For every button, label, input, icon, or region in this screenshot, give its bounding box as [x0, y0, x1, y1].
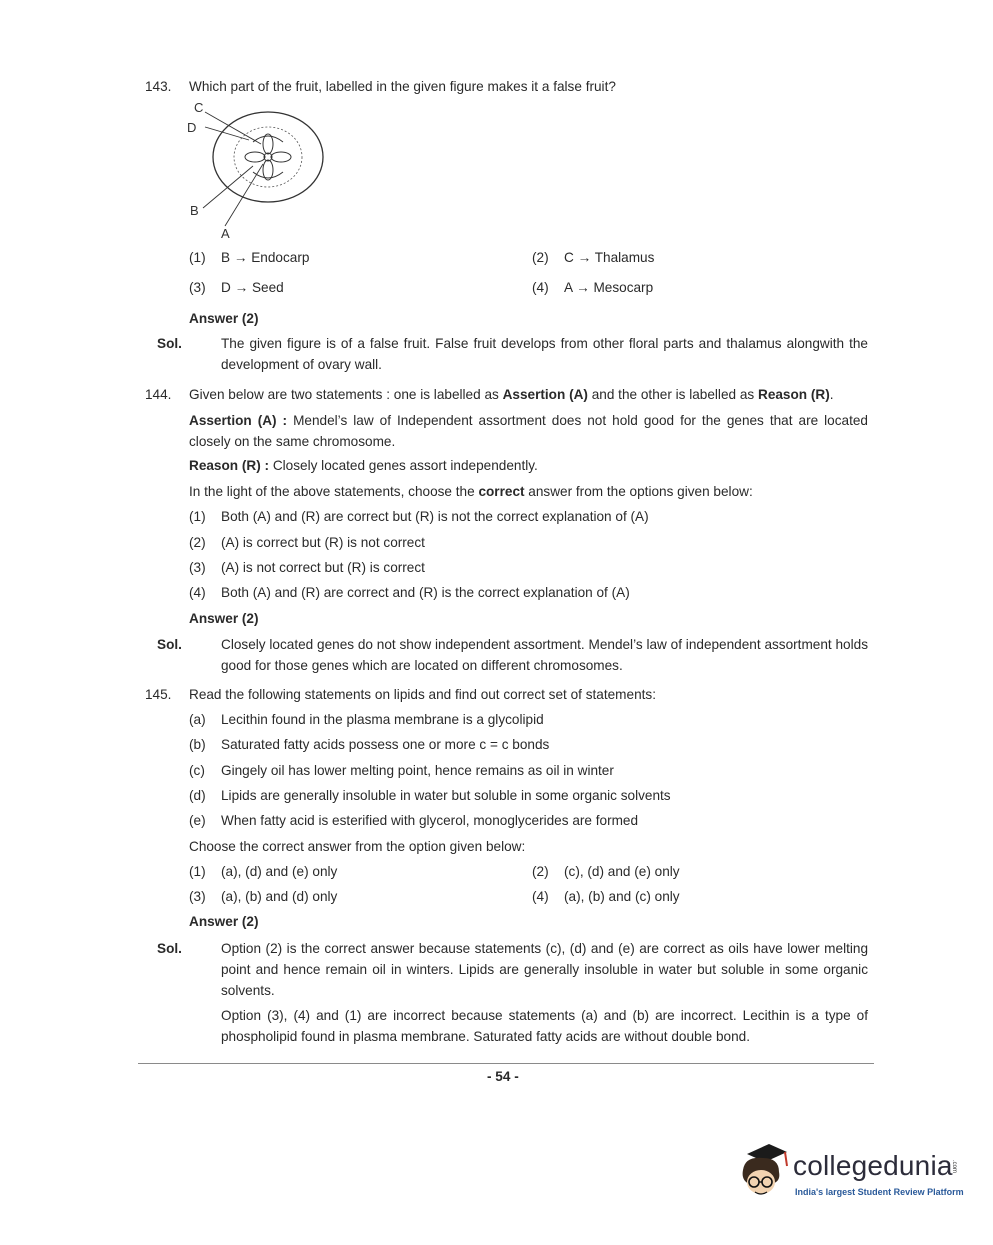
- q143-solution: Sol. The given figure is of a false fruit. False fruit develops from other floral parts and thalamus alongwith the development of ovary wall.: [157, 336, 868, 372]
- q144-option-1: (1) Both (A) and (R) are correct but (R) is not the correct explanation of (A): [189, 509, 649, 524]
- q145-statement-d: (d) Lipids are generally insoluble in water but soluble in some organic solvents: [189, 788, 671, 803]
- q144-answer: Answer (2): [189, 611, 259, 626]
- label-b: B: [190, 203, 199, 218]
- label-c: C: [194, 100, 204, 115]
- q145-solution-continued: Option (3), (4) and (1) are incorrect because statements (a) and (b) are incorrect. Lecithin is a type of phospholipid found in plasma membrane. Saturated fatty acids are without double bond.: [221, 1008, 868, 1044]
- q145-statement-e: (e) When fatty acid is esterified with glycerol, monoglycerides are formed: [189, 813, 639, 828]
- q145-statement-b: (b) Saturated fatty acids possess one or more c = c bonds: [189, 737, 550, 752]
- q144-choose: In the light of the above statements, choose the correct answer from the options given below:: [189, 484, 753, 499]
- q145-text: Read the following statements on lipids and find out correct set of statements:: [189, 687, 656, 702]
- q145-option-1: (1) (a), (d) and (e) only: [189, 864, 338, 879]
- q145-option-4: (4) (a), (b) and (c) only: [532, 889, 680, 904]
- q144-option-4: (4) Both (A) and (R) are correct and (R) is the correct explanation of (A): [189, 585, 630, 600]
- label-d: D: [187, 120, 197, 135]
- q144-reason: Reason (R) : Closely located genes assort independently.: [189, 458, 538, 473]
- q145-statement-a: (a) Lecithin found in the plasma membrane is a glycolipid: [189, 712, 544, 727]
- q143-option-2: (2) C → Thalamus: [532, 250, 655, 265]
- q145-choose: Choose the correct answer from the option given below:: [189, 839, 526, 854]
- q145-solution: Sol. Option (2) is the correct answer because statements (c), (d) and (e) are correct as oils have lower melting point and hence remain oil in winters. Lipids are generally insoluble in water but soluble in some organic solvents.: [157, 941, 868, 998]
- q144-intro: Given below are two statements : one is labelled as Assertion (A) and the other is labelled as Reason (R).: [189, 387, 834, 402]
- q144-number: 144.: [145, 387, 172, 402]
- q145-option-3: (3) (a), (b) and (d) only: [189, 889, 338, 904]
- page-number: - 54 -: [487, 1069, 519, 1084]
- q144-option-3: (3) (A) is not correct but (R) is correct: [189, 560, 425, 575]
- q143-answer: Answer (2): [189, 311, 259, 326]
- q145-answer: Answer (2): [189, 914, 259, 929]
- logo-tagline: India's largest Student Review Platform: [795, 1187, 964, 1197]
- q143-text: Which part of the fruit, labelled in the given figure makes it a false fruit?: [189, 79, 616, 94]
- false-fruit-figure: [183, 100, 333, 243]
- q145-number: 145.: [145, 687, 172, 702]
- q144-solution: Sol. Closely located genes do not show independent assortment. Mendel’s law of independent assortment holds good for those genes which are located on different chromosomes.: [157, 637, 868, 673]
- false-fruit-diagram: [183, 100, 333, 240]
- q144-option-2: (2) (A) is correct but (R) is not correct: [189, 535, 425, 550]
- q144-assertion: Assertion (A) : Mendel’s law of Independent assortment does not hold good for the genes that are located closely on the same chromosome.: [189, 413, 868, 449]
- q143-option-1: (1) B → Endocarp: [189, 250, 310, 265]
- q143-option-4: (4) A → Mesocarp: [532, 280, 654, 295]
- footer-divider: [138, 1063, 874, 1064]
- mascot-logo-icon: [735, 1140, 793, 1204]
- logo-wordmark: collegedunia: [793, 1150, 953, 1181]
- q143-option-3: (3) D → Seed: [189, 280, 284, 295]
- label-a: A: [221, 226, 230, 240]
- q143-number: 143.: [145, 79, 172, 94]
- logo-suffix: .com: [951, 1160, 957, 1174]
- q145-statement-c: (c) Gingely oil has lower melting point, hence remains as oil in winter: [189, 763, 614, 778]
- q145-option-2: (2) (c), (d) and (e) only: [532, 864, 680, 879]
